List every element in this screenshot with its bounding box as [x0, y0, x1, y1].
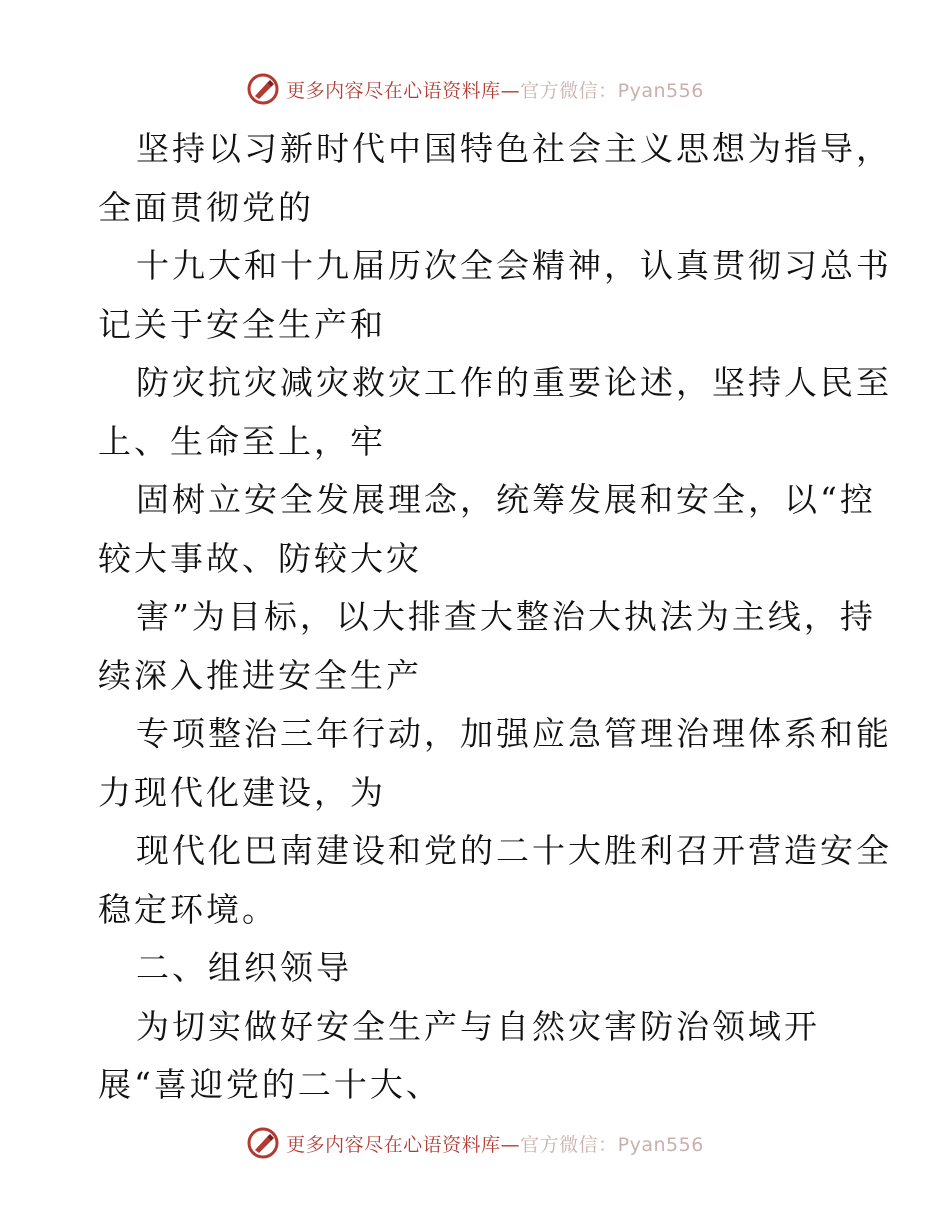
watermark-text — [286, 76, 704, 103]
text-line: 力现代化建设，为 — [98, 772, 386, 812]
document-body — [98, 120, 892, 1115]
text-line: 较大事故、防较大灾 — [98, 538, 422, 578]
text-line: 固树立安全发展理念，统筹发展和安全，以“控 — [136, 480, 876, 519]
text-line: 记关于安全生产和 — [98, 304, 386, 344]
watermark-wechat-text: 官方微信：Pyan556 — [520, 1133, 704, 1156]
text-line: 现代化巴南建设和党的二十大胜利召开营造安全 — [136, 831, 892, 870]
text-line: 续深入推进安全生产 — [98, 655, 422, 695]
section-heading: 二、组织领导 — [136, 948, 352, 987]
footer-watermark — [0, 1126, 950, 1160]
watermark-main-text: 更多内容尽在心语资料库— — [286, 1133, 521, 1156]
text-line: 为切实做好安全生产与自然灾害防治领域开 — [136, 1006, 820, 1046]
pen-logo-icon — [246, 72, 280, 106]
watermark-text — [286, 1130, 704, 1157]
text-line: 害”为目标，以大排查大整治大执法为主线，持 — [136, 597, 876, 636]
text-line: 坚持以习新时代中国特色社会主义思想为指导， — [136, 129, 892, 168]
header-watermark — [0, 72, 950, 106]
text-line: 稳定环境。 — [98, 889, 278, 929]
text-line: 上、生命至上，牢 — [98, 421, 386, 461]
watermark-main-text: 更多内容尽在心语资料库— — [286, 79, 521, 102]
text-line: 防灾抗灾减灾救灾工作的重要论述，坚持人民至 — [136, 363, 892, 402]
text-line: 十九大和十九届历次全会精神，认真贯彻习总书 — [136, 246, 892, 285]
text-line: 专项整治三年行动，加强应急管理治理体系和能 — [136, 714, 892, 753]
pen-logo-icon — [246, 1126, 280, 1160]
watermark-wechat-text: 官方微信：Pyan556 — [520, 79, 704, 102]
text-line: 全面贯彻党的 — [98, 187, 314, 227]
text-line: 展“喜迎党的二十大、 — [98, 1065, 442, 1104]
